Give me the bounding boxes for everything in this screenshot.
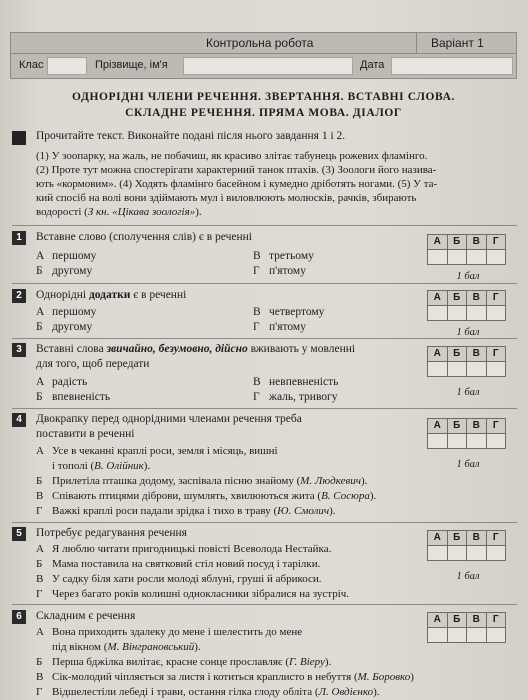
answer-cell[interactable] xyxy=(486,361,507,377)
option-text: У садку біля хати росли молоді яблуні, груші й абрикоси. xyxy=(52,573,322,585)
grid-letter: Г xyxy=(486,530,507,546)
divider xyxy=(12,604,517,605)
option-author: М. Людкевич xyxy=(300,475,361,487)
option-text: впевненість xyxy=(52,391,111,403)
question-number-1: 1 xyxy=(12,231,26,245)
answer-cell[interactable] xyxy=(486,305,507,321)
q4-option-a[interactable] xyxy=(36,444,278,458)
option-letter: Г xyxy=(36,505,43,517)
divider xyxy=(12,225,517,226)
answer-grid-6[interactable] xyxy=(427,612,505,643)
option-text: Відшелестіли лебеді і трави, остання гілка глоду обліта ( xyxy=(52,686,319,698)
score-label: 1 бал xyxy=(456,271,480,282)
date-field[interactable] xyxy=(391,57,513,75)
grid-letter: В xyxy=(466,530,487,546)
option-letter: Г xyxy=(36,588,43,600)
option-letter: А xyxy=(36,306,45,318)
answer-cell[interactable] xyxy=(427,545,448,561)
question-3-text xyxy=(36,342,416,357)
topic-title-line2: СКЛАДНЕ РЕЧЕННЯ. ПРЯМА МОВА. ДІАЛОГ xyxy=(125,107,402,119)
q6-option-h[interactable] xyxy=(36,685,380,699)
option-text: жаль, тривогу xyxy=(269,391,338,403)
q5-option-a[interactable] xyxy=(36,542,331,556)
q6-option-v[interactable] xyxy=(36,670,414,684)
option-text: другому xyxy=(52,265,93,277)
option-letter: В xyxy=(36,490,44,502)
q4-option-v[interactable] xyxy=(36,489,376,503)
date-label: Дата xyxy=(360,59,385,71)
topic-title-line1: ОДНОРІДНІ ЧЛЕНИ РЕЧЕННЯ. ЗВЕРТАННЯ. ВСТАВНІ СЛОВА. xyxy=(71,91,455,103)
option-text: невпевненість xyxy=(269,376,339,388)
option-author: Ю. Смолич xyxy=(277,505,330,517)
name-field[interactable] xyxy=(183,57,353,75)
option-letter: Г xyxy=(253,391,260,403)
grid-letter: Б xyxy=(447,234,468,250)
option-end: ). xyxy=(324,656,332,668)
option-letter: В xyxy=(253,376,261,388)
option-author: В. Олійник xyxy=(94,460,144,472)
grid-letter: Б xyxy=(447,530,468,546)
divider xyxy=(12,408,517,409)
variant-label: Варіант 1 xyxy=(431,36,484,50)
grid-letter: В xyxy=(466,346,487,362)
grid-letter: Б xyxy=(447,290,468,306)
q4-option-b[interactable] xyxy=(36,474,367,488)
text-line-4: кий спосіб на волі вони здіймають мул і виловлюють молюсків, рачків, збирають xyxy=(36,192,417,204)
q2-text-end: є в реченні xyxy=(130,289,187,301)
option-end: ). xyxy=(194,641,201,653)
answer-grid-1[interactable] xyxy=(427,234,505,282)
option-text: Сік-молодий чіпляється за листя і котиться краплисто в небуття ( xyxy=(52,671,358,683)
grid-letter: В xyxy=(466,418,487,434)
divider xyxy=(12,522,517,523)
grid-letter: Г xyxy=(486,290,507,306)
name-label: Прізвище, ім'я xyxy=(95,59,168,71)
answer-cell[interactable] xyxy=(447,361,468,377)
question-number-3: 3 xyxy=(12,343,26,357)
answer-cell[interactable] xyxy=(486,627,507,643)
option-text: Важкі краплі роси падали зрідка і тихо в траву ( xyxy=(52,505,278,517)
option-text: другому xyxy=(52,321,93,333)
q2-text-start: Однорідні xyxy=(36,289,89,301)
grid-letter: А xyxy=(427,346,448,362)
option-text: Перша бджілка вилітає, красне сонце прославляє ( xyxy=(52,656,290,668)
score-label: 1 бал xyxy=(456,327,480,338)
intro-marker xyxy=(12,131,26,145)
option-letter: В xyxy=(253,306,261,318)
grid-letter: А xyxy=(427,234,448,250)
header-top-row xyxy=(11,33,516,54)
answer-cell[interactable] xyxy=(427,249,448,265)
q4-option-a-line2 xyxy=(52,459,150,473)
option-letter: А xyxy=(36,543,44,555)
question-number-4: 4 xyxy=(12,413,26,427)
answer-cell[interactable] xyxy=(466,627,487,643)
option-author: Г. Віеру xyxy=(289,656,325,668)
option-text: Прилетіла пташка додому, заспівала пісню знайому ( xyxy=(52,475,301,487)
q6-option-a-line2 xyxy=(52,640,201,654)
option-text: першому xyxy=(52,250,97,262)
header-title: Контрольна робота xyxy=(206,36,314,50)
option-letter: Б xyxy=(36,321,43,333)
option-text: третьому xyxy=(269,250,314,262)
option-letter: Г xyxy=(36,686,43,698)
option-letter: Б xyxy=(36,475,43,487)
option-text: Вона приходить здалеку до мене і шелестить до мене xyxy=(52,626,303,638)
answer-cell[interactable] xyxy=(447,305,468,321)
q2-option-a[interactable] xyxy=(36,305,96,319)
option-text: п'ятому xyxy=(269,265,306,277)
header-box xyxy=(10,32,517,79)
q2-option-v[interactable] xyxy=(253,305,324,319)
option-letter: Г xyxy=(253,265,260,277)
intro-heading: Прочитайте текст. Виконайте подані після нього завдання 1 і 2. xyxy=(36,130,346,142)
grid-letter: Б xyxy=(447,612,468,628)
option-text: Я люблю читати пригодницькі повісті Всеволода Нестайка. xyxy=(52,543,332,555)
option-text: Мама поставила на святковий стіл новий посуд і тарілки. xyxy=(52,558,321,570)
answer-cell[interactable] xyxy=(447,249,468,265)
option-text: п'ятому xyxy=(269,321,306,333)
answer-cell[interactable] xyxy=(447,627,468,643)
option-text: Співають птицями діброви, шумлять, хвилюються жита ( xyxy=(52,490,322,502)
question-4-text-line1: Двокрапку перед однорідними членами речення треба xyxy=(36,413,302,425)
option-letter: Б xyxy=(36,656,43,668)
answer-cell[interactable] xyxy=(466,545,487,561)
grid-letter: А xyxy=(427,612,448,628)
question-number-6: 6 xyxy=(12,610,26,624)
answer-cell[interactable] xyxy=(466,249,487,265)
option-end: ). xyxy=(373,686,380,698)
question-4-text-line2: поставити в реченні xyxy=(36,428,135,440)
grid-letter: В xyxy=(466,234,487,250)
option-text: Усе в чеканні краплі роси, земля і місяць, вишні xyxy=(52,445,278,457)
option-text: Через багато років колишні однокласники зібралися на зустріч. xyxy=(52,588,350,600)
score-label: 1 бал xyxy=(456,571,480,582)
class-label: Клас xyxy=(19,59,44,71)
answer-cell[interactable] xyxy=(427,305,448,321)
option-letter: В xyxy=(36,573,44,585)
option-end: ). xyxy=(369,490,377,502)
question-3-text-line2: для того, щоб передати xyxy=(36,358,150,370)
answer-cell[interactable] xyxy=(486,433,507,449)
option-end: ). xyxy=(360,475,368,487)
q2-option-b[interactable] xyxy=(36,320,92,334)
option-end: ). xyxy=(143,460,151,472)
q2-text-bold: додатки xyxy=(88,289,131,301)
grid-letter: Г xyxy=(486,418,507,434)
q1-option-a[interactable] xyxy=(36,249,96,263)
answer-grid-4[interactable] xyxy=(427,418,505,470)
question-5-text: Потребує редагування речення xyxy=(36,527,187,539)
divider xyxy=(12,338,517,339)
option-author: В. Сосюра xyxy=(321,490,370,502)
answer-cell[interactable] xyxy=(466,433,487,449)
q1-option-h[interactable] xyxy=(253,264,306,278)
option-letter: В xyxy=(253,250,261,262)
option-author: М. Вінграновський xyxy=(107,641,195,653)
grid-letter: Г xyxy=(486,234,507,250)
grid-letter: Г xyxy=(486,612,507,628)
text-line-1: (1) У зоопарку, на жаль, не побачиш, як красиво злітає табунець рожевих фламінго. xyxy=(36,150,428,162)
text-source: З кн. «Цікава зоологія» xyxy=(87,206,196,218)
q5-option-b[interactable] xyxy=(36,557,320,571)
q1-option-b[interactable] xyxy=(36,264,92,278)
answer-grid-5[interactable] xyxy=(427,530,505,582)
option-letter: В xyxy=(36,671,44,683)
q3-option-h[interactable] xyxy=(253,390,338,404)
q1-option-v[interactable] xyxy=(253,249,314,263)
option-text: четвертому xyxy=(269,306,325,318)
answer-cell[interactable] xyxy=(427,627,448,643)
answer-cell[interactable] xyxy=(447,433,468,449)
score-label: 1 бал xyxy=(456,459,480,470)
question-1-text: Вставне слово (сполучення слів) є в реченні xyxy=(36,231,252,243)
option-letter: А xyxy=(36,376,45,388)
text-line-2: (2) Проте тут можна спостерігати характерний танок птахів. (3) Зоологи його назива- xyxy=(36,164,437,176)
option-text: і тополі ( xyxy=(52,460,95,472)
question-2-text xyxy=(36,288,416,303)
divider xyxy=(12,283,517,284)
q3-option-a[interactable] xyxy=(36,375,87,389)
question-number-5: 5 xyxy=(12,527,26,541)
question-number-2: 2 xyxy=(12,289,26,303)
q3-text-emphasis: звичайно, безумовно, дійсно xyxy=(106,343,248,355)
text-line-5-start: водорості ( xyxy=(36,206,88,218)
option-end: ). xyxy=(329,505,336,517)
option-letter: А xyxy=(36,445,44,457)
answer-cell[interactable] xyxy=(427,433,448,449)
q5-option-v[interactable] xyxy=(36,572,322,586)
answer-cell[interactable] xyxy=(466,305,487,321)
q6-option-a[interactable] xyxy=(36,625,302,639)
q3-text-end: вживають у мовленні xyxy=(247,343,356,355)
q3-text-start: Вставні слова xyxy=(36,343,107,355)
question-6-text: Складним є речення xyxy=(36,610,136,622)
grid-letter: А xyxy=(427,530,448,546)
q5-option-h[interactable] xyxy=(36,587,349,601)
option-letter: Г xyxy=(253,321,260,333)
option-letter: А xyxy=(36,626,44,638)
text-line-5-end: ). xyxy=(195,206,202,218)
grid-letter: В xyxy=(466,612,487,628)
answer-cell[interactable] xyxy=(466,361,487,377)
grid-letter: В xyxy=(466,290,487,306)
option-end: ) xyxy=(410,671,414,683)
answer-cell[interactable] xyxy=(486,249,507,265)
option-letter: Б xyxy=(36,391,43,403)
grid-letter: А xyxy=(427,418,448,434)
answer-cell[interactable] xyxy=(486,545,507,561)
option-letter: А xyxy=(36,250,45,262)
answer-grid-2[interactable] xyxy=(427,290,505,338)
text-line-3: ють «кормовим». (4) Ходять фламінго басейном і кумедно дріботять ногами. (5) У та- xyxy=(36,178,438,190)
score-label: 1 бал xyxy=(456,387,480,398)
grid-letter: Б xyxy=(447,418,468,434)
variant-box xyxy=(416,33,517,53)
answer-grid-3[interactable] xyxy=(427,346,505,398)
option-author: М. Боровко xyxy=(357,671,411,683)
q4-option-h[interactable] xyxy=(36,504,336,518)
grid-letter: Б xyxy=(447,346,468,362)
header-fields-row xyxy=(11,54,516,78)
option-author: Л. Овдієнко xyxy=(318,686,374,698)
q6-option-b[interactable] xyxy=(36,655,331,669)
grid-letter: А xyxy=(427,290,448,306)
option-letter: Б xyxy=(36,265,43,277)
text-line-5 xyxy=(36,205,514,220)
class-field[interactable] xyxy=(47,57,87,75)
answer-cell[interactable] xyxy=(447,545,468,561)
option-letter: Б xyxy=(36,558,43,570)
option-text: під вікном ( xyxy=(52,641,108,653)
q2-option-h[interactable] xyxy=(253,320,306,334)
option-text: першому xyxy=(52,306,97,318)
grid-letter: Г xyxy=(486,346,507,362)
answer-cell[interactable] xyxy=(427,361,448,377)
option-text: радість xyxy=(52,376,88,388)
q3-option-b[interactable] xyxy=(36,390,110,404)
q3-option-v[interactable] xyxy=(253,375,338,389)
